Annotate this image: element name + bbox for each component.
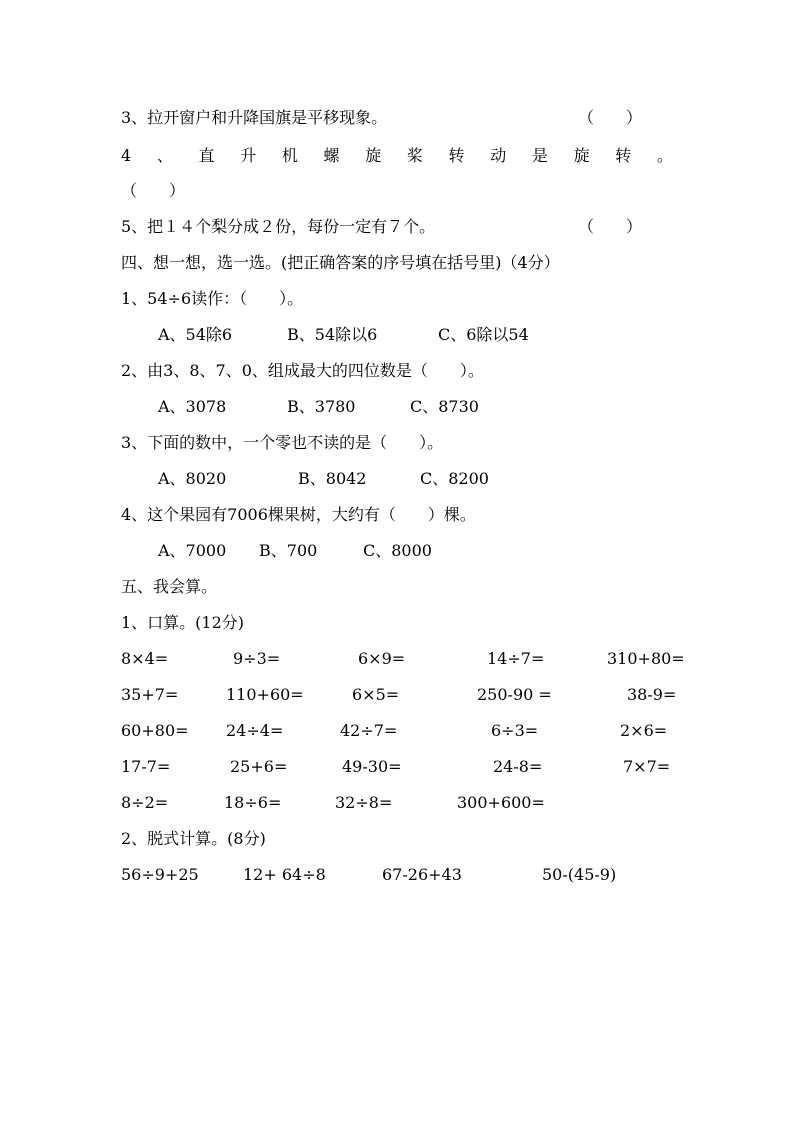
oral-calc-item: 60+80= bbox=[121, 721, 189, 740]
tf-q4-char: 旋 bbox=[365, 146, 382, 165]
oral-calc-item: 2×6= bbox=[620, 721, 668, 740]
oral-calc-item: 8÷2= bbox=[121, 793, 169, 812]
oral-calc-item: 6×9= bbox=[358, 649, 406, 668]
written-calc-heading: 2、脱式计算。(8分) bbox=[121, 829, 266, 848]
choice-question-1: 1、54÷6读作：（ ）。 bbox=[121, 289, 304, 308]
oral-calc-item: 49-30= bbox=[342, 757, 402, 776]
tf-q4-char: 转 bbox=[448, 146, 465, 165]
tf-q4-char: 桨 bbox=[406, 146, 423, 165]
choice-option-b[interactable]: B、700 bbox=[259, 541, 318, 560]
tf-q4-char: 升 bbox=[240, 146, 257, 165]
tf-q4-char: 旋 bbox=[573, 146, 590, 165]
tf-answer-paren-5[interactable]: （ ） bbox=[578, 217, 643, 236]
oral-calc-item: 24÷4= bbox=[226, 721, 284, 740]
tf-question-5: 5、把１４个梨分成２份，每份一定有７个。 bbox=[121, 217, 436, 236]
oral-calc-item: 14÷7= bbox=[487, 649, 545, 668]
oral-calc-item: 7×7= bbox=[623, 757, 671, 776]
choice-question-2: 2、由3、8、7、0、组成最大的四位数是（ ）。 bbox=[121, 361, 484, 380]
tf-answer-paren-3[interactable]: （ ） bbox=[578, 108, 643, 127]
choice-option-a[interactable]: A、8020 bbox=[158, 469, 227, 488]
tf-q4-char: 4 bbox=[121, 146, 132, 165]
tf-question-3: 3、拉开窗户和升降国旗是平移现象。 bbox=[121, 108, 388, 127]
written-calc-item: 12+ 64÷8 bbox=[243, 865, 326, 884]
oral-calc-item: 9÷3= bbox=[233, 649, 281, 668]
oral-calc-item: 110+60= bbox=[226, 685, 304, 704]
section-4-title: 四、想一想，选一选。(把正确答案的序号填在括号里)（4分） bbox=[121, 253, 560, 272]
oral-calc-item: 6×5= bbox=[352, 685, 400, 704]
section-5-title: 五、我会算。 bbox=[121, 577, 218, 596]
oral-calc-heading: 1、口算。(12分) bbox=[121, 613, 245, 632]
oral-calc-item: 18÷6= bbox=[224, 793, 282, 812]
choice-option-c[interactable]: C、8000 bbox=[363, 541, 432, 560]
tf-question-4 bbox=[121, 145, 673, 167]
oral-calc-item: 17-7= bbox=[121, 757, 171, 776]
written-calc-item: 56÷9+25 bbox=[121, 865, 199, 884]
choice-question-4: 4、这个果园有7006棵果树，大约有（ ）棵。 bbox=[121, 505, 476, 524]
tf-q4-char: 直 bbox=[198, 146, 215, 165]
choice-option-c[interactable]: C、8200 bbox=[420, 469, 489, 488]
oral-calc-item: 32÷8= bbox=[335, 793, 393, 812]
choice-option-a[interactable]: A、7000 bbox=[158, 541, 227, 560]
oral-calc-item: 24-8= bbox=[493, 757, 543, 776]
choice-option-c[interactable]: C、8730 bbox=[410, 397, 479, 416]
tf-q4-char: 、 bbox=[156, 146, 173, 165]
choice-option-b[interactable]: B、8042 bbox=[298, 469, 367, 488]
choice-option-b[interactable]: B、3780 bbox=[287, 397, 356, 416]
tf-q4-char: 螺 bbox=[323, 146, 340, 165]
oral-calc-item: 35+7= bbox=[121, 685, 179, 704]
written-calc-item: 50-(45-9) bbox=[542, 865, 617, 884]
oral-calc-item: 25+6= bbox=[230, 757, 288, 776]
choice-option-b[interactable]: B、54除以6 bbox=[287, 325, 378, 344]
oral-calc-item: 310+80= bbox=[607, 649, 685, 668]
tf-q4-char: 。 bbox=[656, 146, 673, 165]
choice-option-a[interactable]: A、54除6 bbox=[158, 325, 233, 344]
oral-calc-item: 38-9= bbox=[627, 685, 677, 704]
tf-q4-char: 动 bbox=[490, 146, 507, 165]
tf-q4-char: 转 bbox=[615, 146, 632, 165]
choice-option-c[interactable]: C、6除以54 bbox=[438, 325, 529, 344]
tf-answer-paren-4[interactable]: （ ） bbox=[121, 181, 186, 200]
oral-calc-item: 6÷3= bbox=[491, 721, 539, 740]
written-calc-item: 67-26+43 bbox=[382, 865, 462, 884]
oral-calc-item: 8×4= bbox=[121, 649, 169, 668]
tf-q4-char: 是 bbox=[531, 146, 548, 165]
tf-q4-char: 机 bbox=[281, 146, 298, 165]
oral-calc-item: 250-90 = bbox=[477, 685, 552, 704]
oral-calc-item: 300+600= bbox=[457, 793, 545, 812]
choice-question-3: 3、下面的数中，一个零也不读的是（ ）。 bbox=[121, 433, 444, 452]
oral-calc-item: 42÷7= bbox=[340, 721, 398, 740]
choice-option-a[interactable]: A、3078 bbox=[158, 397, 227, 416]
